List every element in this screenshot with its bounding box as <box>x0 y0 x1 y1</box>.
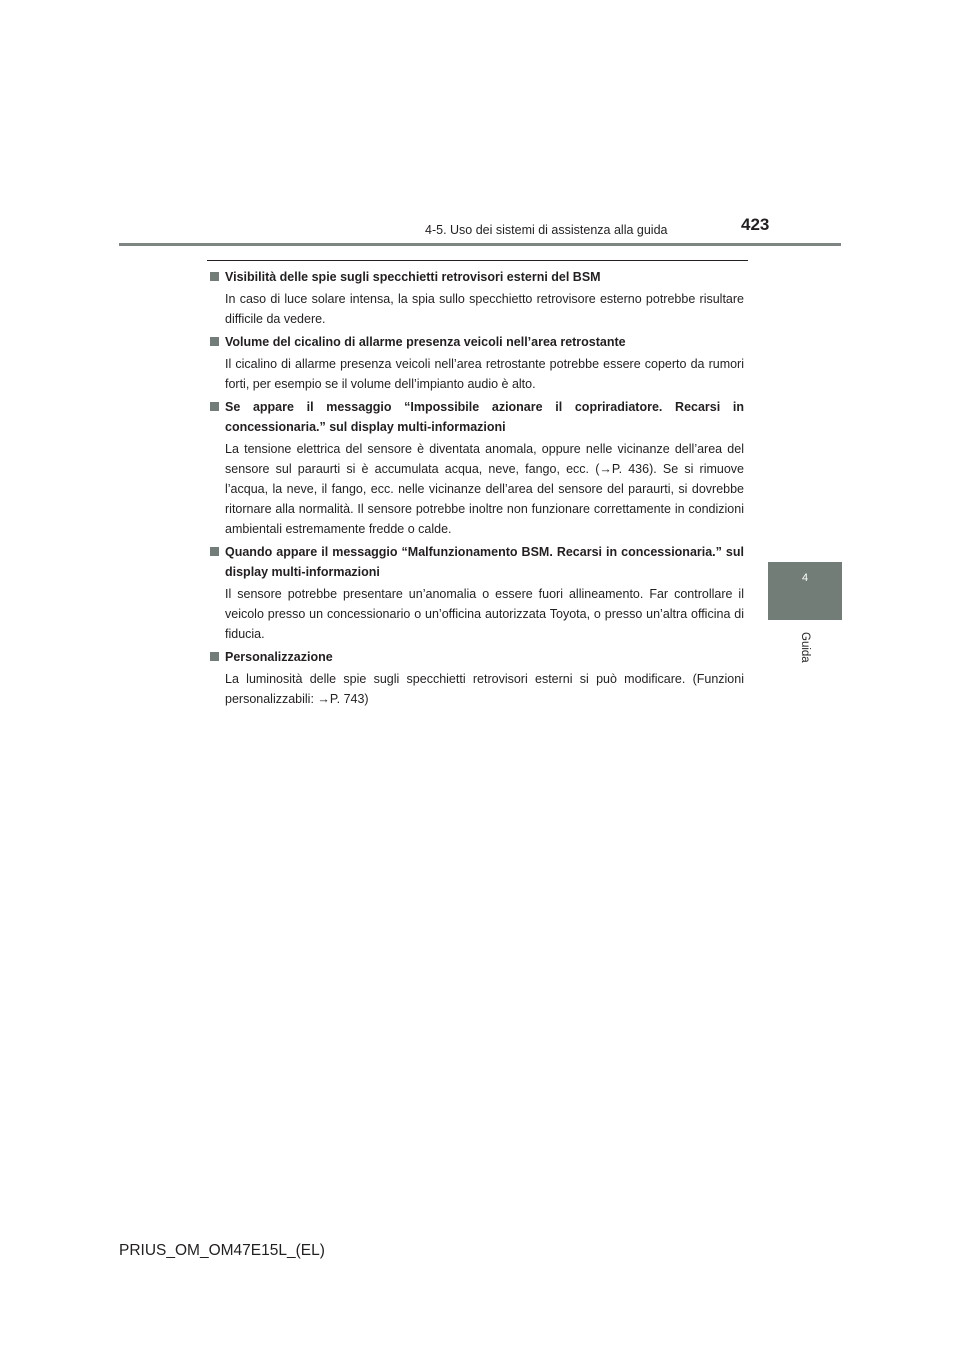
square-bullet-icon <box>210 547 219 556</box>
item-title: Personalizzazione <box>210 647 744 667</box>
item-body: In caso di luce solare intensa, la spia sullo specchietto retrovisore esterno potrebbe risultare difficile da vedere. <box>225 292 744 326</box>
section-title: 4-5. Uso dei sistemi di assistenza alla guida <box>425 223 668 237</box>
item-title: Volume del cicalino di allarme presenza veicoli nell’area retrostante <box>210 332 744 352</box>
item-body: Il sensore potrebbe presentare un’anomalia o essere fuori allineamento. Far controllare il veicolo presso un concessionario o un’officina autorizzata Toyota, o presso un’altra officina di fiducia. <box>225 587 744 641</box>
info-item <box>210 267 744 329</box>
item-title: Se appare il messaggio “Impossibile azionare il copriradiatore. Recarsi in concessionaria.” sul display multi-informazioni <box>210 397 744 437</box>
item-title: Quando appare il messaggio “Malfunzionamento BSM. Recarsi in concessionaria.” sul display multi-informazioni <box>210 542 744 582</box>
square-bullet-icon <box>210 402 219 411</box>
square-bullet-icon <box>210 337 219 346</box>
main-content <box>210 267 744 712</box>
chapter-tab[interactable] <box>768 562 842 620</box>
page-number: 423 <box>741 215 770 234</box>
square-bullet-icon <box>210 272 219 281</box>
item-body: La luminosità delle spie sugli specchietti retrovisori esterni si può modificare. (Funzioni personalizzabili: →P. 743) <box>225 672 744 706</box>
header-rule <box>119 243 841 246</box>
content-top-rule <box>207 260 748 261</box>
info-item <box>210 397 744 539</box>
info-item <box>210 332 744 394</box>
chapter-tab-label: Guida <box>799 632 811 663</box>
info-item <box>210 647 744 709</box>
document-code: PRIUS_OM_OM47E15L_(EL) <box>119 1242 325 1259</box>
item-body: Il cicalino di allarme presenza veicoli nell’area retrostante potrebbe essere coperto da rumori forti, per esempio se il volume dell’impianto audio è alto. <box>225 357 744 391</box>
item-body: La tensione elettrica del sensore è diventata anomala, oppure nelle vicinanze dell’area del sensore sul paraurti si è accumulata acqua, neve, fango, ecc. (→P. 436). Se si rimuove l’acqua, la neve, il fango, ecc. nelle vicinanze dell’area del sensore del paraurti, si dovrebbe ritornare alla normalità. Il sensore potrebbe inoltre non funzionare correttamente in condizioni ambientali estremamente fredde o calde. <box>225 442 744 536</box>
info-item <box>210 542 744 644</box>
item-title: Visibilità delle spie sugli specchietti retrovisori esterni del BSM <box>210 267 744 287</box>
chapter-tab-number: 4 <box>801 572 809 584</box>
square-bullet-icon <box>210 652 219 661</box>
